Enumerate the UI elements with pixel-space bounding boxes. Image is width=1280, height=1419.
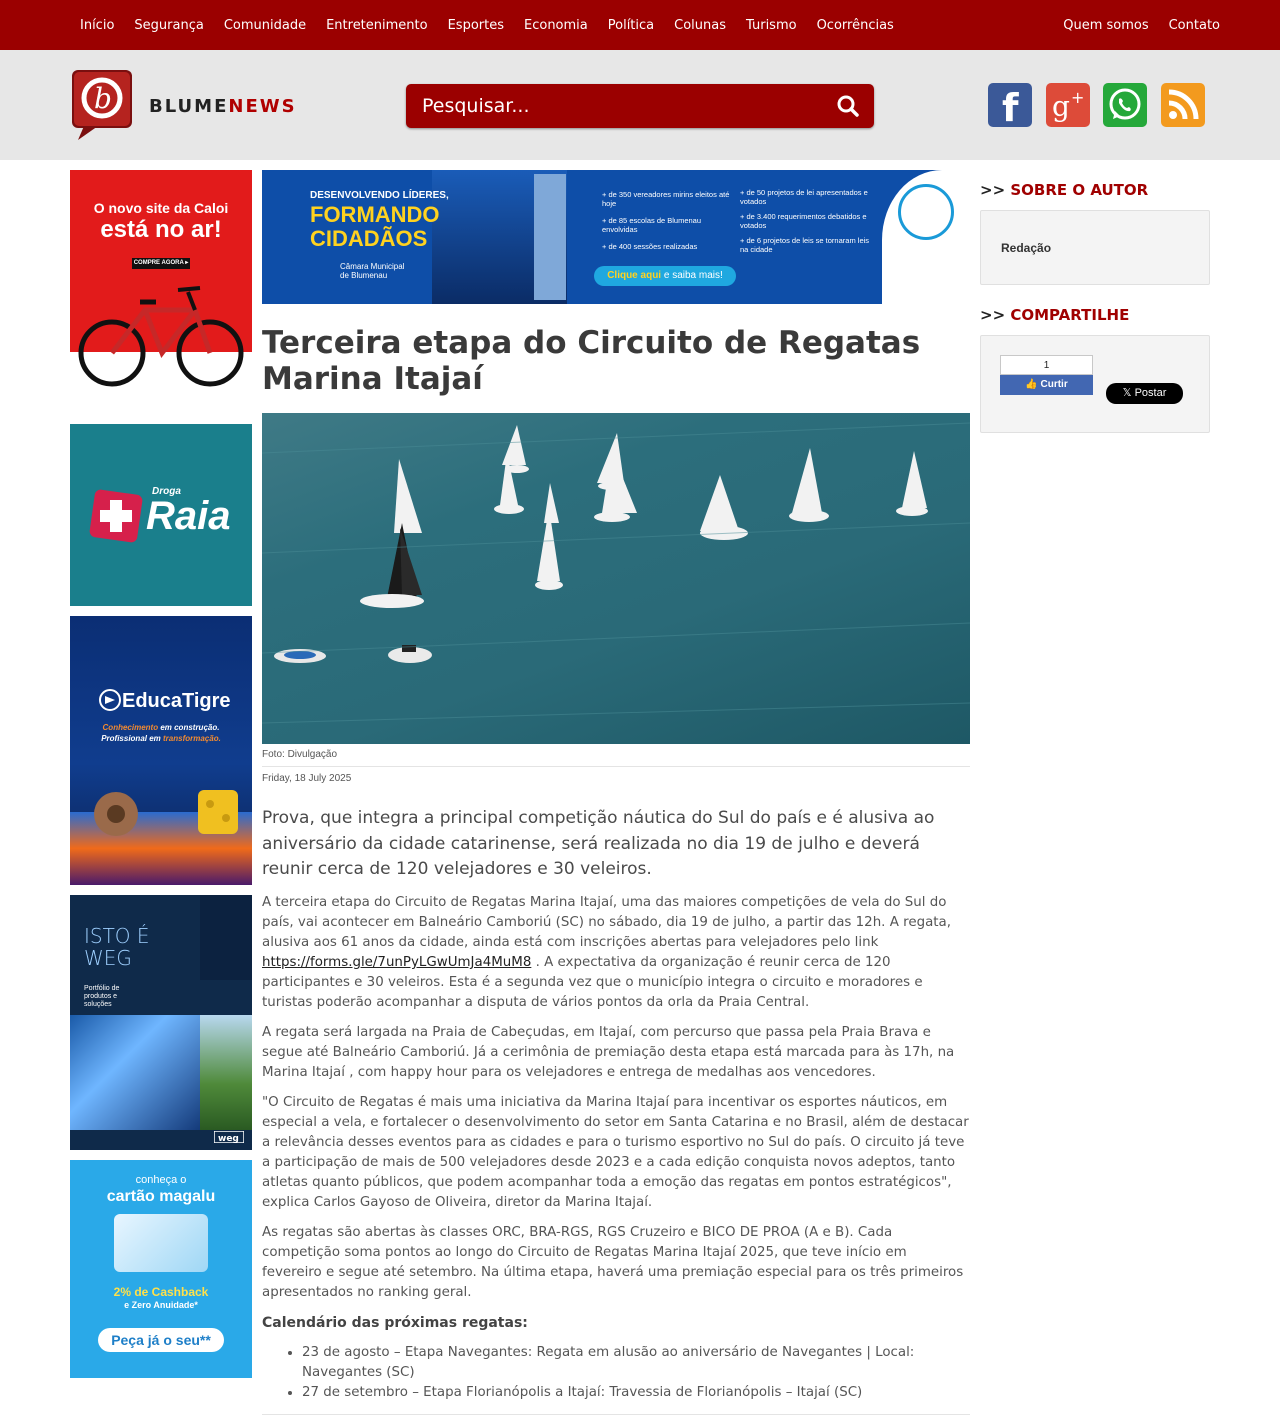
article-date: Friday, 18 July 2025: [262, 773, 352, 784]
ad-magalu-line2: cartão magalu: [106, 1188, 216, 1205]
x-logo-icon: 𝕏: [1122, 387, 1132, 399]
calendar-heading: Calendário das próximas regatas:: [262, 1315, 528, 1331]
ad-weg-subtitle: Portfólio de produtos e soluções: [84, 985, 120, 1008]
ad-weg-field-image: [200, 1015, 252, 1130]
ad-magalu-cta[interactable]: Peça já o seu**: [98, 1328, 224, 1352]
divider: [262, 1414, 970, 1415]
share-box: [980, 335, 1210, 433]
main-menu: [80, 0, 914, 50]
nav-entretenimento[interactable]: Entretenimento: [326, 17, 428, 33]
x-post-button[interactable]: 𝕏 Postar: [1106, 383, 1183, 404]
calendar-item: • 23 de agosto – Etapa Navegantes: Regata em alusão ao aniversário de Navegantes | Local: Navegantes (SC): [302, 1343, 970, 1383]
ad-magalu[interactable]: [70, 1160, 252, 1378]
banner-headline: FORMANDO CIDADÃOS: [310, 202, 440, 251]
svg-text:weg: weg: [218, 1134, 239, 1143]
nav-politica[interactable]: Política: [607, 17, 655, 33]
ad-droga-raia[interactable]: [70, 424, 252, 606]
nav-inicio[interactable]: Início: [80, 17, 115, 33]
thumbs-up-icon: 👍: [1025, 379, 1038, 390]
photo-credit: Foto: Divulgação: [262, 749, 338, 760]
ad-caloi-line2: está no ar!: [100, 216, 222, 243]
ad-raia-big: Raia: [146, 494, 231, 538]
search-input[interactable]: [406, 84, 816, 128]
pipe-fittings-icon: [86, 784, 246, 844]
ad-weg[interactable]: [70, 895, 252, 1150]
secondary-menu: [1043, 0, 1220, 50]
ad-caloi-cta[interactable]: COMPRE AGORA ▸: [132, 258, 190, 269]
bicycle-icon: [70, 170, 252, 407]
logo-mark-icon: [70, 68, 134, 140]
ad-tigre-tagline: Conhecimento em construção. Profissional em transformação.: [101, 723, 221, 743]
nav-contato[interactable]: Contato: [1168, 17, 1220, 33]
logo-wordmark: BLUMENEWS: [149, 96, 297, 117]
article-paragraph: A terceira etapa do Circuito de Regatas Marina Itajaí, uma das maiores competições de vela do Sul do país, vai acontecer em Balneário Camboriú (SC) no sábado, dia 19 de julho, a partir das 12h. A regata, alusiva aos 61 anos da cidade, ainda está com inscrições abertas para velejadores pelo link https://forms.gle/7unPyLGwUmJa4MuM8 . A expectativa da organização é reunir cerca de 120 participantes e 30 veleiros. Esta é a segunda vez que o município integra o circuito e moradores e turistas poderão acompanhar a disputa de vários pontos da orla da Praia Central.: [262, 895, 951, 1010]
article-photo: [262, 413, 970, 744]
site-logo[interactable]: [70, 68, 330, 142]
banner-org: Câmara Municipal de Blumenau: [340, 262, 405, 280]
top-navigation: [0, 0, 1280, 50]
nav-seguranca[interactable]: Segurança: [134, 17, 204, 33]
ad-caloi[interactable]: [70, 170, 252, 407]
sailboats-image: [262, 413, 970, 744]
article-title: Terceira etapa do Circuito de Regatas Marina Itajaí: [262, 325, 921, 397]
ad-tigre-brand: EducaTigre: [122, 690, 231, 712]
facebook-like-button[interactable]: 👍 Curtir: [1000, 375, 1093, 395]
whatsapp-icon[interactable]: [1103, 83, 1147, 127]
camara-mirim-seal-icon: [898, 184, 954, 240]
divider: [262, 766, 970, 767]
facebook-like-widget: [1000, 355, 1093, 395]
nav-comunidade[interactable]: Comunidade: [223, 17, 307, 33]
about-author-heading: >> SOBRE O AUTOR: [980, 181, 1149, 199]
google-plus-icon[interactable]: [1046, 83, 1090, 127]
article-paragraph: As regatas são abertas às classes ORC, BRA-RGS, RGS Cruzeiro e BICO DE PROA (A e B). Cada competição soma pontos ao longo do Circuito de Regatas Marina Itajaí 2025, que teve início em fevereiro e segue até setembro. Na última etapa, haverá uma premiação especial para os três primeiros apresentados no ranking geral.: [262, 1225, 964, 1300]
banner-stat: + de 6 projetos de leis se tornaram leis na cidade: [740, 236, 870, 254]
svg-text:b: b: [94, 82, 112, 115]
banner-stat: + de 350 vereadores mirins eleitos até hoje: [602, 190, 730, 208]
nav-quem-somos[interactable]: Quem somos: [1063, 17, 1149, 33]
ad-magalu-line1: conheça o: [135, 1174, 187, 1186]
nav-turismo[interactable]: Turismo: [746, 17, 797, 33]
banner-cta-button[interactable]: Clique aqui e saiba mais!: [594, 266, 736, 286]
search-bar: [406, 84, 874, 128]
article-paragraph: "O Circuito de Regatas é mais uma iniciativa da Marina Itajaí para incentivar os esportes náuticos, em especial a vela, e fortalecer o desenvolvimento do setor em Santa Catarina e no Brasil, além de destacar a relevância desses eventos para as cidades e para o turismo esportivo no Sul do país. O circuito já teve a participação de mais de 500 velejadores desde 2023 e a cada edição conquista novos adeptos, tanto atletas quanto públicos, que podem acompanhar toda a emoção das regatas em pontos estratégicos", explica Carlos Gayoso de Oliveira, diretor da Marina Itajaí.: [262, 1095, 969, 1210]
weg-logo-icon: [214, 1131, 244, 1143]
camara-mirim-banner[interactable]: [262, 170, 970, 304]
nav-esportes[interactable]: Esportes: [447, 17, 504, 33]
author-name[interactable]: Redação: [1001, 241, 1052, 255]
svg-text:g: g: [1052, 90, 1070, 123]
magalu-card-icon: [114, 1214, 208, 1272]
banner-kicker: DESENVOLVENDO LÍDERES,: [310, 190, 449, 201]
raia-cross-icon: [88, 488, 144, 544]
article-lead: Prova, que integra a principal competição náutica do Sul do país e é alusiva ao aniversário da cidade catarinense, será realizada no dia 19 de julho e deverá reunir cerca de 120 velejadores e 30 veleiros.: [262, 808, 935, 879]
svg-text:+: +: [1071, 88, 1085, 107]
facebook-like-count: 1: [1000, 355, 1093, 375]
ad-raia-small: Droga: [152, 486, 181, 497]
author-box: [980, 210, 1210, 285]
nav-ocorrencias[interactable]: Ocorrências: [816, 17, 894, 33]
calendar-item: • 27 de setembro – Etapa Florianópolis a Itajaí: Travessia de Florianópolis – Itajaí (SC): [302, 1383, 970, 1403]
nav-colunas[interactable]: Colunas: [674, 17, 727, 33]
calendar-list: [302, 1343, 970, 1403]
ad-magalu-line4: e Zero Anuidade*: [124, 1300, 198, 1310]
ad-weg-panel: [200, 895, 252, 980]
tigre-logo-icon: [98, 688, 122, 712]
banner-stat: + de 400 sessões realizadas: [602, 242, 698, 251]
ad-caloi-line1: O novo site da Caloi: [93, 200, 229, 216]
ad-weg-title: ISTO É WEG: [84, 924, 150, 970]
banner-stat: + de 85 escolas de Blumenau envolvidas: [602, 216, 702, 234]
registration-link[interactable]: https://forms.gle/7unPyLGwUmJa4MuM8: [262, 955, 532, 970]
search-icon[interactable]: [836, 94, 860, 118]
ad-weg-city-image: [70, 1015, 200, 1130]
share-heading: >> COMPARTILHE: [980, 306, 1130, 324]
article-paragraph: A regata será largada na Praia de Cabeçudas, em Itajaí, com percurso que passa pela Praia Brava e segue até Balneário Camboriú. Já a cerimônia de premiação desta etapa está marcada para às 17h, na Marina Itajaí , com happy hour para os velejadores e entrega de medalhas aos vencedores.: [262, 1025, 955, 1080]
banner-stat: + de 50 projetos de lei apresentados e votados: [740, 188, 868, 206]
banner-photos-strip: [534, 174, 566, 300]
ad-magalu-line3: 2% de Cashback: [113, 1285, 209, 1299]
nav-economia[interactable]: Economia: [524, 17, 588, 33]
article-body: [262, 893, 970, 1403]
rss-icon[interactable]: [1161, 83, 1205, 127]
facebook-icon[interactable]: [988, 83, 1032, 127]
ad-educatigre[interactable]: [70, 616, 252, 885]
svg-text:f: f: [1002, 86, 1019, 127]
banner-stat: + de 3.400 requerimentos debatidos e votados: [740, 212, 867, 230]
site-header: [0, 50, 1280, 160]
